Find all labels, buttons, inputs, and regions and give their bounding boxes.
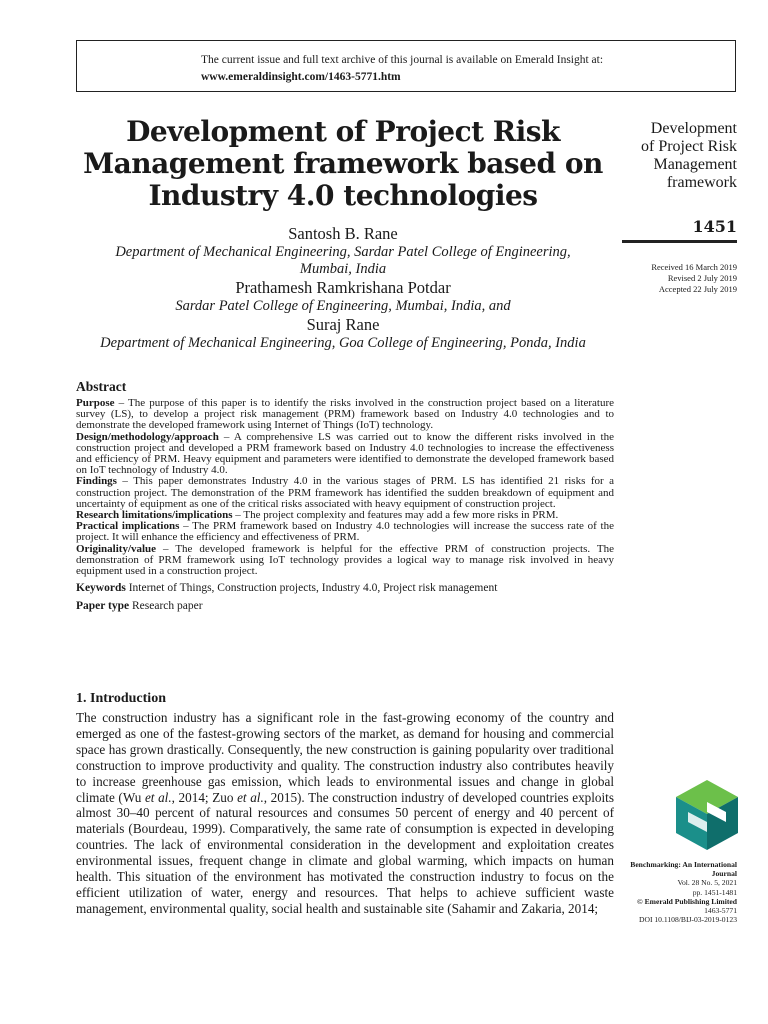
section-label: Purpose <box>76 397 115 409</box>
journal-pages: pp. 1451-1481 <box>692 887 737 897</box>
intro-text-part: , 2014; Zuo <box>171 789 238 805</box>
paper-type-text: Research paper <box>129 600 203 613</box>
section-label: Research limitations/implications <box>76 509 233 522</box>
keywords-text: Internet of Things, Construction projects, Industry 4.0, Project risk management <box>125 582 498 595</box>
journal-info <box>617 860 737 924</box>
section-text: – The project complexity and features may add a few more risks in PRM. <box>232 509 559 522</box>
author-name: Suraj Rane <box>306 315 380 334</box>
abstract-design <box>76 432 614 477</box>
keywords <box>76 580 614 596</box>
author-affiliation: Department of Mechanical Engineering, Goa College of Engineering, Ponda, India <box>100 335 586 351</box>
title-line: Management framework based on <box>83 147 603 180</box>
journal-name: Journal <box>711 869 737 879</box>
accepted-date: Accepted 22 July 2019 <box>658 284 737 294</box>
section-heading-introduction: 1. Introduction <box>76 691 166 706</box>
section-text: – A comprehensive LS was carried out to know the different risks involved in the construction project and developed a PRM framework based on Industry 4.0 technologies to increase the effectiveness and efficiency of PRM. Heavy equipment and parameters were identified to demonstrate the developed framework based on IoT technology of Industry 4.0. <box>76 430 614 477</box>
author-affiliation: Department of Mechanical Engineering, Sardar Patel College of Engineering, <box>115 244 571 260</box>
section-label: Findings <box>76 475 117 488</box>
author-block <box>76 224 610 352</box>
abstract-findings <box>76 476 614 510</box>
journal-availability-banner <box>76 40 736 92</box>
page-number: 1451 <box>692 217 737 236</box>
abstract-heading: Abstract <box>76 379 127 394</box>
banner-text: The current issue and full text archive of this journal is available on Emerald Insight at: <box>201 54 604 66</box>
paper-type <box>76 598 614 614</box>
section-label: Originality/value <box>76 542 157 555</box>
received-date: Received 16 March 2019 <box>651 262 737 272</box>
running-head-line: of Project Risk <box>641 138 737 155</box>
author-affiliation: Sardar Patel College of Engineering, Mumbai, India, and <box>175 298 511 314</box>
intro-text-part: , 2015). The construction industry of developed countries exploits almost 30–40 percent of natural resources and consumes 50 percent of energy and 40 percent of materials (Bourdeau, 1999). Comparatively, the same rate of consumption is expected in developing countries. The lack of environmental consideration in the development and exploitation creates environmental issues, frequent change in climate and global warming, which impacts on human health. This situation of the environment has motivated the construction industry to focus on the efficient utilization of water, energy and resources. That helps to achieve sufficient waste management, environmental quality, social health and sustainable site (Sahamir and Zakaria, 2014; <box>76 789 614 916</box>
section-text: – The purpose of this paper is to identify the risks involved in the construction project based on a literature survey (LS), to develop a project risk management (PRM) framework based on Industry 4.0 technologies and to demonstrate the developed framework using Internet of Things (IoT) technology. <box>76 397 614 432</box>
title-line: Development of Project Risk <box>126 115 560 148</box>
journal-url-link[interactable]: www.emeraldinsight.com/1463-5771.htm <box>201 71 401 83</box>
section-text: – The developed framework is helpful for the effective PRM of construction projects. The demonstration of PRM framework using IoT technology provides a logical way to manage risk involved in heavy equipment used in a construction project. <box>76 542 614 578</box>
running-head-line: framework <box>666 174 737 191</box>
paper-title <box>76 116 610 212</box>
abstract-purpose <box>76 398 614 432</box>
abstract-practical <box>76 521 614 543</box>
section-label: Practical implications <box>76 520 180 533</box>
abstract <box>76 379 614 614</box>
submission-dates <box>651 262 737 295</box>
citation-etal: et al. <box>237 789 264 805</box>
citation-etal: et al. <box>144 789 172 805</box>
section-text: – This paper demonstrates Industry 4.0 in the various stages of PRM. LS has identified 21 risks for a construction project. The demonstration of the PRM framework has identified the sudden breakdown of equipment and uncertainty of equipment as one of the critical risks associated with heavy equipment of construction project. <box>76 475 614 510</box>
section-text: – The PRM framework based on Industry 4.0 technologies will increase the success rate of the project. It will enhance the efficiency and effectiveness of PRM. <box>76 520 614 544</box>
author-affiliation: Mumbai, India <box>299 261 387 277</box>
journal-name: Benchmarking: An International <box>630 860 737 869</box>
title-line: Industry 4.0 technologies <box>148 179 538 212</box>
author-name: Prathamesh Ramkrishana Potdar <box>235 278 451 297</box>
journal-doi: DOI 10.1108/BIJ-03-2019-0123 <box>638 915 737 925</box>
journal-publisher: © Emerald Publishing Limited <box>637 896 737 906</box>
keywords-label: Keywords <box>76 582 126 595</box>
paper-type-label: Paper type <box>76 600 130 613</box>
author-name: Santosh B. Rane <box>288 224 398 243</box>
revised-date: Revised 2 July 2019 <box>667 273 737 283</box>
running-head-line: Management <box>653 156 737 173</box>
abstract-originality <box>76 544 614 578</box>
journal-issn: 1463-5771 <box>704 906 737 916</box>
running-head <box>577 120 737 192</box>
running-head-line: Development <box>650 120 737 137</box>
journal-volume: Vol. 28 No. 5, 2021 <box>677 878 737 888</box>
intro-text-part: The construction industry has a significant role in the fast-growing economy of the country and emerged as one of the fastest-growing sectors of the market, as demand for housing and commercial space has grown drastically. Consequently, the new construction is gaining popularity over traditional construction to improve productivity and quality. The construction industry also contributes heavily to increase greenhouse gas emission, which leads to environmental issues and change in global climate (Wu <box>76 710 614 805</box>
page-number-rule <box>622 240 737 243</box>
emerald-logo-icon <box>674 778 740 852</box>
introduction-paragraph <box>76 710 614 917</box>
section-label: Design/methodology/approach <box>76 430 219 443</box>
